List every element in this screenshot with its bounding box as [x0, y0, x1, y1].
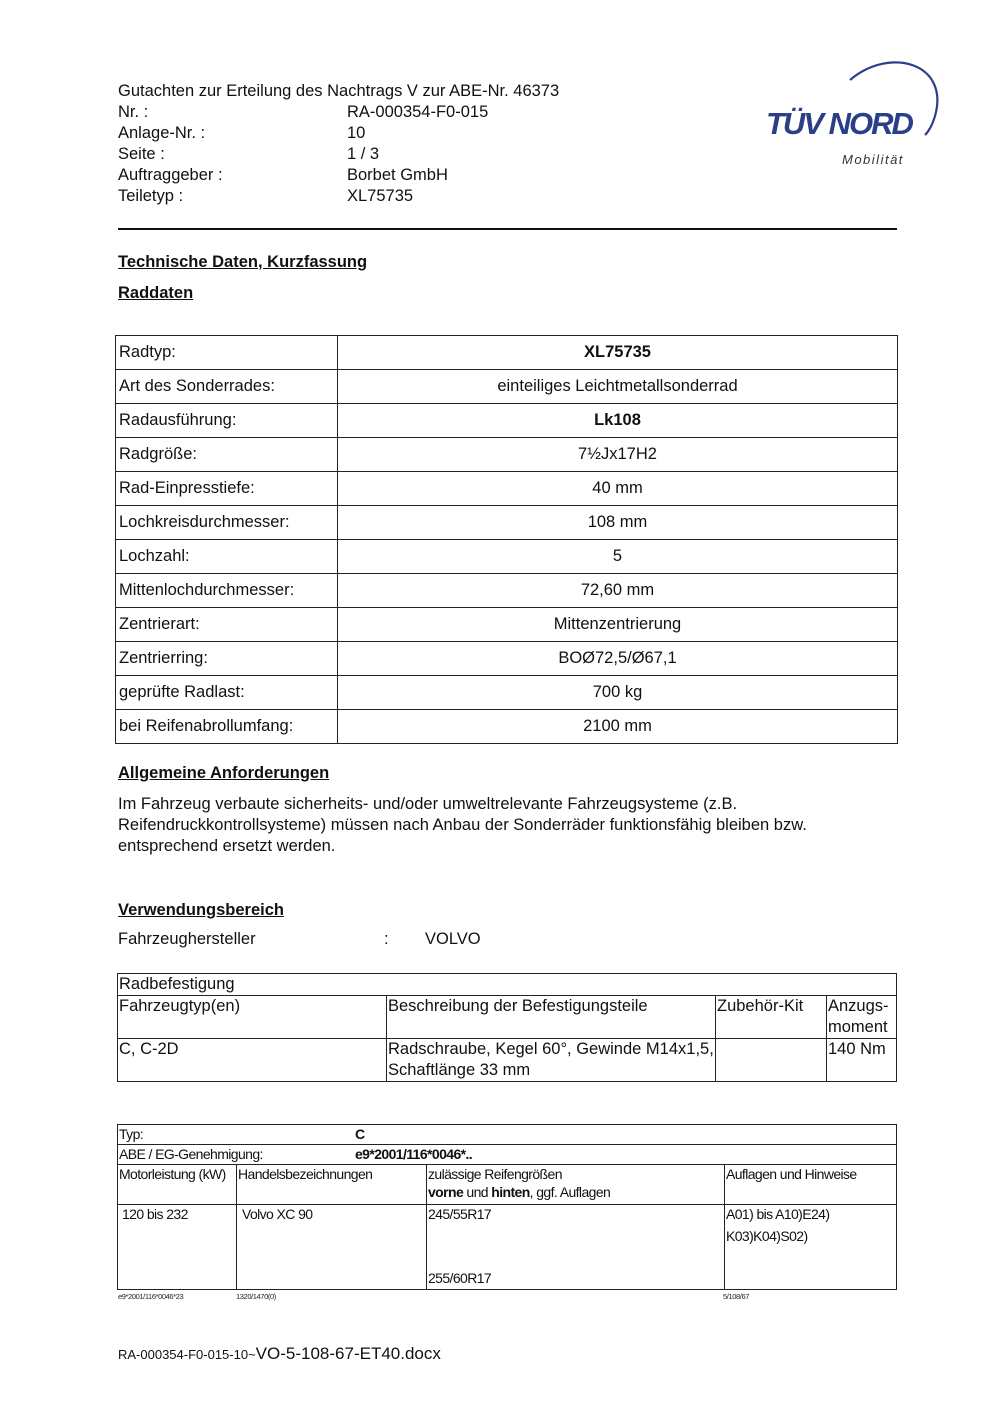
section-wheel-data-heading: Raddaten [118, 284, 194, 302]
wheel-value: einteiliges Leichtmetallsonderrad [338, 370, 898, 404]
tuv-nord-logo [760, 58, 945, 173]
header-tires-line2 [428, 1183, 723, 1201]
table-row [116, 472, 898, 506]
table-row [118, 1205, 897, 1290]
wheel-value: 700 kg [338, 676, 898, 710]
table-row [116, 540, 898, 574]
manufacturer-line [118, 930, 481, 949]
wheel-value: 2100 mm [338, 710, 898, 744]
table-row [116, 404, 898, 438]
table-row [118, 974, 897, 996]
table-row [116, 438, 898, 472]
table-row [116, 608, 898, 642]
tire-size-1: 245/55R17 [428, 1206, 492, 1222]
wheel-label: bei Reifenabrollumfang: [116, 710, 338, 744]
mounting-table [117, 973, 897, 1082]
power-cell: 120 bis 232 [118, 1205, 237, 1290]
mounting-cell [716, 1039, 827, 1082]
mounting-cell: Radschraube, Kegel 60°, Gewinde M14x1,5, Schaftlänge 33 mm [387, 1039, 716, 1082]
mounting-cell: 140 Nm [827, 1039, 897, 1082]
header-row-nr: Nr. : RA-000354-F0-015 [118, 103, 489, 121]
header-row-auftraggeber: Auftraggeber : Borbet GmbH [118, 166, 448, 184]
table-row [118, 1145, 897, 1165]
manufacturer-value: VOLVO [425, 930, 481, 948]
wheel-value: 5 [338, 540, 898, 574]
table-header-row [118, 1165, 897, 1205]
document-footer [118, 1344, 441, 1364]
notes-line-1: A01) bis A10)E24) [726, 1206, 830, 1222]
wheel-label: Radausführung: [116, 404, 338, 438]
wheel-label: Radtyp: [116, 336, 338, 370]
header-tires-line1: zulässige Reifengrößen [428, 1166, 562, 1182]
tires-front-label: vorne [428, 1184, 464, 1200]
wheel-label: Mittenlochdurchmesser: [116, 574, 338, 608]
approval-label: ABE / EG-Genehmigung: [119, 1146, 263, 1162]
notes-line-2: K03)K04)S02) [726, 1228, 808, 1244]
header-power: Motorleistung (kW) [118, 1165, 237, 1205]
wheel-label: Radgröße: [116, 438, 338, 472]
section-general-heading: Allgemeine Anforderungen [118, 764, 330, 782]
wheel-label: Zentrierring: [116, 642, 338, 676]
header-tires [427, 1165, 725, 1205]
wheel-value: Lk108 [338, 404, 898, 438]
wheel-label: Rad-Einpresstiefe: [116, 472, 338, 506]
wheel-value: XL75735 [338, 336, 898, 370]
manufacturer-separator: : [384, 930, 389, 948]
approval-row [118, 1145, 897, 1165]
type-label: Typ: [119, 1126, 144, 1142]
wheel-label: Lochkreisdurchmesser: [116, 506, 338, 540]
wheel-value: 72,60 mm [338, 574, 898, 608]
mounting-header: Fahrzeugtyp(en) [118, 996, 387, 1039]
notes-cell [725, 1205, 897, 1290]
footer-prefix: RA-000354-F0-015-10~ [118, 1347, 256, 1362]
logo-wordmark: TÜV NORD [766, 106, 912, 141]
wheel-value: Mittenzentrierung [338, 608, 898, 642]
table-row [118, 1125, 897, 1145]
type-foot-code: 5/108/67 [723, 1292, 749, 1301]
wheel-label: Zentrierart: [116, 608, 338, 642]
approval-value: e9*2001/116*0046*.. [355, 1146, 473, 1162]
table-header-row [118, 996, 897, 1039]
logo-subtitle: Mobilität [842, 152, 904, 167]
wheel-value: BOØ72,5/Ø67,1 [338, 642, 898, 676]
table-row [116, 370, 898, 404]
mounting-cell: C, C-2D [118, 1039, 387, 1082]
header-row-teiletyp: Teiletyp : XL75735 [118, 187, 414, 205]
tires-cell [427, 1205, 725, 1290]
type-row [118, 1125, 897, 1145]
table-row [116, 574, 898, 608]
tires-rear-label: hinten [491, 1184, 530, 1200]
mounting-header: Beschreibung der Befestigungsteile [387, 996, 716, 1039]
table-row [116, 506, 898, 540]
header-notes: Auflagen und Hinweise [725, 1165, 897, 1205]
manufacturer-label: Fahrzeughersteller [118, 930, 256, 948]
mounting-header: Anzugs-moment [827, 996, 897, 1039]
tires-and-label: und [463, 1184, 492, 1200]
tires-rest-label: , ggf. Auflagen [529, 1184, 611, 1200]
type-foot-approval: e9*2001/116*0046*23 [118, 1292, 184, 1301]
wheel-label: Lochzahl: [116, 540, 338, 574]
wheel-label: geprüfte Radlast: [116, 676, 338, 710]
header-row-anlage: Anlage-Nr. : 10 [118, 124, 366, 142]
type-foot-weights: 1320/1470(0) [236, 1292, 276, 1301]
wheel-value: 108 mm [338, 506, 898, 540]
trade-name-cell: Volvo XC 90 [237, 1205, 427, 1290]
section-usage-heading: Verwendungsbereich [118, 901, 284, 919]
table-row [116, 642, 898, 676]
footer-filename: VO-5-108-67-ET40.docx [255, 1344, 441, 1363]
wheel-value: 40 mm [338, 472, 898, 506]
mounting-title: Radbefestigung [118, 974, 897, 996]
type-approval-table [117, 1124, 897, 1290]
tire-size-2: 255/60R17 [428, 1270, 492, 1286]
header-divider [118, 228, 897, 230]
header-row-seite: Seite : 1 / 3 [118, 145, 380, 163]
mounting-header: Zubehör-Kit [716, 996, 827, 1039]
wheel-value: 7½Jx17H2 [338, 438, 898, 472]
general-requirements-text: Im Fahrzeug verbaute sicherheits- und/oder umweltrelevante Fahrzeugsysteme (z.B. Reifendruckkontrollsysteme) müssen nach Anbau der Sonderräder funktionsfähig bleiben bzw. entsprechend ersetzt werden. [118, 795, 807, 855]
table-row [116, 710, 898, 744]
type-value: C [355, 1126, 365, 1142]
section-technical-heading: Technische Daten, Kurzfassung [118, 253, 368, 271]
wheel-label: Art des Sonderrades: [116, 370, 338, 404]
table-row [116, 676, 898, 710]
wheel-data-table [115, 335, 898, 744]
table-row [118, 1039, 897, 1082]
table-row [116, 336, 898, 370]
document-title: Gutachten zur Erteilung des Nachtrags V zur ABE-Nr. 46373 [118, 82, 560, 100]
header-trade-names: Handelsbezeichnungen [237, 1165, 427, 1205]
